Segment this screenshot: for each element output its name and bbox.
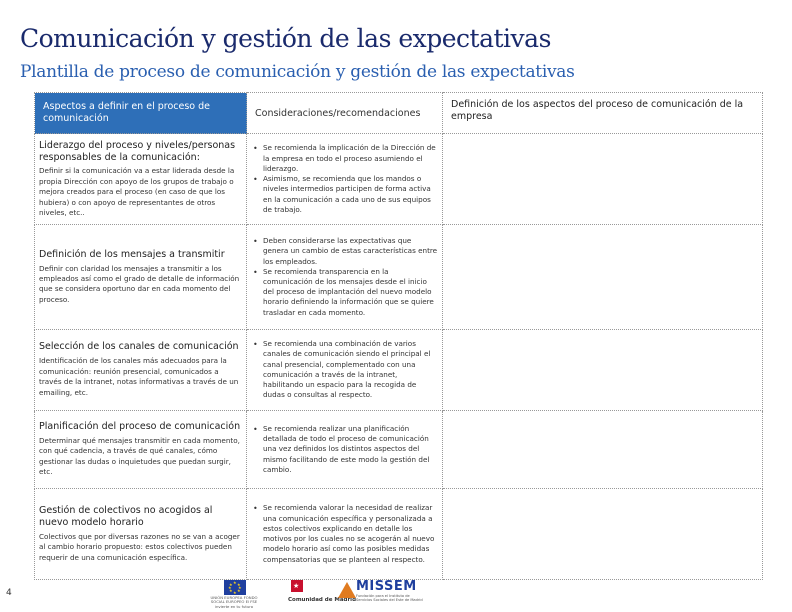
aspect-title: Planificación del proceso de comunicación bbox=[39, 421, 241, 433]
table-row bbox=[35, 489, 763, 580]
page-subtitle: Plantilla de proceso de comunicación y gestión de las expectativas bbox=[20, 62, 575, 82]
recommendation-item: • Se recomienda realizar una planificación detallada de todo el proceso de comunicación una vez definidos los distintos aspectos del mismo facilitando de este modo la gestión del cambio. bbox=[253, 424, 438, 475]
comunidad-madrid-text: Comunidad de Madrid bbox=[288, 597, 357, 603]
aspect-title: Liderazgo del proceso y niveles/personas responsables de la comunicación: bbox=[39, 139, 236, 163]
recommendation-cell bbox=[247, 329, 443, 410]
table-header-row bbox=[35, 93, 763, 134]
communication-template-table bbox=[34, 92, 763, 580]
page-number: 4 bbox=[6, 588, 12, 598]
aspect-title: Selección de los canales de comunicación bbox=[39, 341, 239, 353]
column-header-recommendations: Consideraciones/recomendaciones bbox=[247, 93, 443, 134]
aspect-cell bbox=[35, 329, 247, 410]
eu-logo bbox=[208, 578, 260, 608]
missem-logo bbox=[336, 578, 426, 608]
aspect-description: Determinar qué mensajes transmitir en cada momento, con qué cadencia, a través de qué canales, cómo gestionar las dudas o inquietudes que puedan surgir, etc. bbox=[39, 435, 240, 477]
recommendation-cell bbox=[247, 134, 443, 225]
recommendation-item: • Asimismo, se recomienda que los mandos o niveles intermedios participen de forma activa en la comunicación a cada uno de sus equipos de trabajo. bbox=[253, 174, 438, 215]
aspect-description: Definir con claridad los mensajes a transmitir a los empleados así como el grado de detalle de información que se considera oportuno dar en cada momento del proceso. bbox=[39, 263, 240, 304]
table-row bbox=[35, 134, 763, 225]
eu-logo-text: UNIÓN EUROPEA FONDO SOCIAL EUROPEO El FSE invierte en tu futuro bbox=[210, 595, 258, 609]
aspect-cell bbox=[35, 225, 247, 330]
aspect-description: Colectivos que por diversas razones no se van a acoger al cambio horario propuesto: estos colectivos pueden requerir de una comunicación específica. bbox=[39, 531, 240, 562]
recommendation-item: • Se recomienda valorar la necesidad de realizar una comunicación específica y personalizada a estos colectivos explicando en detalle los motivos por los cuales no se acogerán al nuevo modelo horario así como las posibles medidas compensatorias que se planteen al respecto. bbox=[253, 503, 438, 564]
page-title: Comunicación y gestión de las expectativas bbox=[20, 24, 551, 53]
aspect-cell bbox=[35, 489, 247, 580]
table-row bbox=[35, 329, 763, 410]
comunidad-madrid-logo: ★ Comunidad de Madrid bbox=[288, 582, 357, 603]
recommendation-item: • Deben considerarse las expectativas que genera un cambio de estas características entre los empleados. bbox=[253, 236, 438, 267]
aspect-cell bbox=[35, 134, 247, 225]
recommendation-item: • Se recomienda transparencia en la comunicación de los mensajes desde el inicio del proceso de implantación del nuevo modelo horario definiendo la información que se quiere trasladar en cada momento. bbox=[253, 267, 438, 318]
recommendation-cell bbox=[247, 410, 443, 489]
eu-flag-icon: ★ ★ ★ ★ ★ ★ ★ ★ bbox=[224, 580, 246, 595]
missem-name: MISSEM bbox=[356, 579, 417, 594]
column-header-aspects: Aspectos a definir en el proceso de comunicación bbox=[35, 93, 247, 134]
aspect-description: Definir si la comunicación va a estar liderada desde la propia Dirección con apoyo de los grupos de trabajo o mejora creados para el proceso (en caso de que los hubiera) o con apoyo de representantes de otros niveles, etc.. bbox=[39, 166, 235, 218]
company-definition-cell[interactable] bbox=[443, 410, 763, 489]
aspect-cell bbox=[35, 410, 247, 489]
company-definition-cell[interactable] bbox=[443, 329, 763, 410]
table-row bbox=[35, 225, 763, 330]
missem-subtext: Fundación para el Instituto de Servicios Sociales del Este de Madrid bbox=[356, 594, 423, 602]
aspect-description: Identificación de los canales más adecuados para la comunicación: reunión presencial, comunicados a través de la intranet, notas informativas a través de un emailing, etc. bbox=[39, 356, 239, 397]
table-row bbox=[35, 410, 763, 489]
column-header-company-definition: Definición de los aspectos del proceso de comunicación de la empresa bbox=[443, 93, 763, 134]
company-definition-cell[interactable] bbox=[443, 489, 763, 580]
company-definition-cell[interactable] bbox=[443, 225, 763, 330]
recommendation-cell bbox=[247, 489, 443, 580]
missem-icon bbox=[338, 582, 356, 598]
recommendation-item: • Se recomienda una combinación de varios canales de comunicación siendo el principal el canal presencial, complementado con una comunicación a través de la intranet, habilitando un espacio para la recogida de dudas o consultas al respecto. bbox=[253, 339, 438, 400]
aspect-title: Definición de los mensajes a transmitir bbox=[39, 248, 225, 260]
company-definition-cell[interactable] bbox=[443, 134, 763, 225]
recommendation-item: • Se recomienda la implicación de la Dirección de la empresa en todo el proceso asumiendo el liderazgo. bbox=[253, 143, 438, 174]
aspect-title: Gestión de colectivos no acogidos al nuevo modelo horario bbox=[39, 505, 213, 528]
recommendation-cell bbox=[247, 225, 443, 330]
